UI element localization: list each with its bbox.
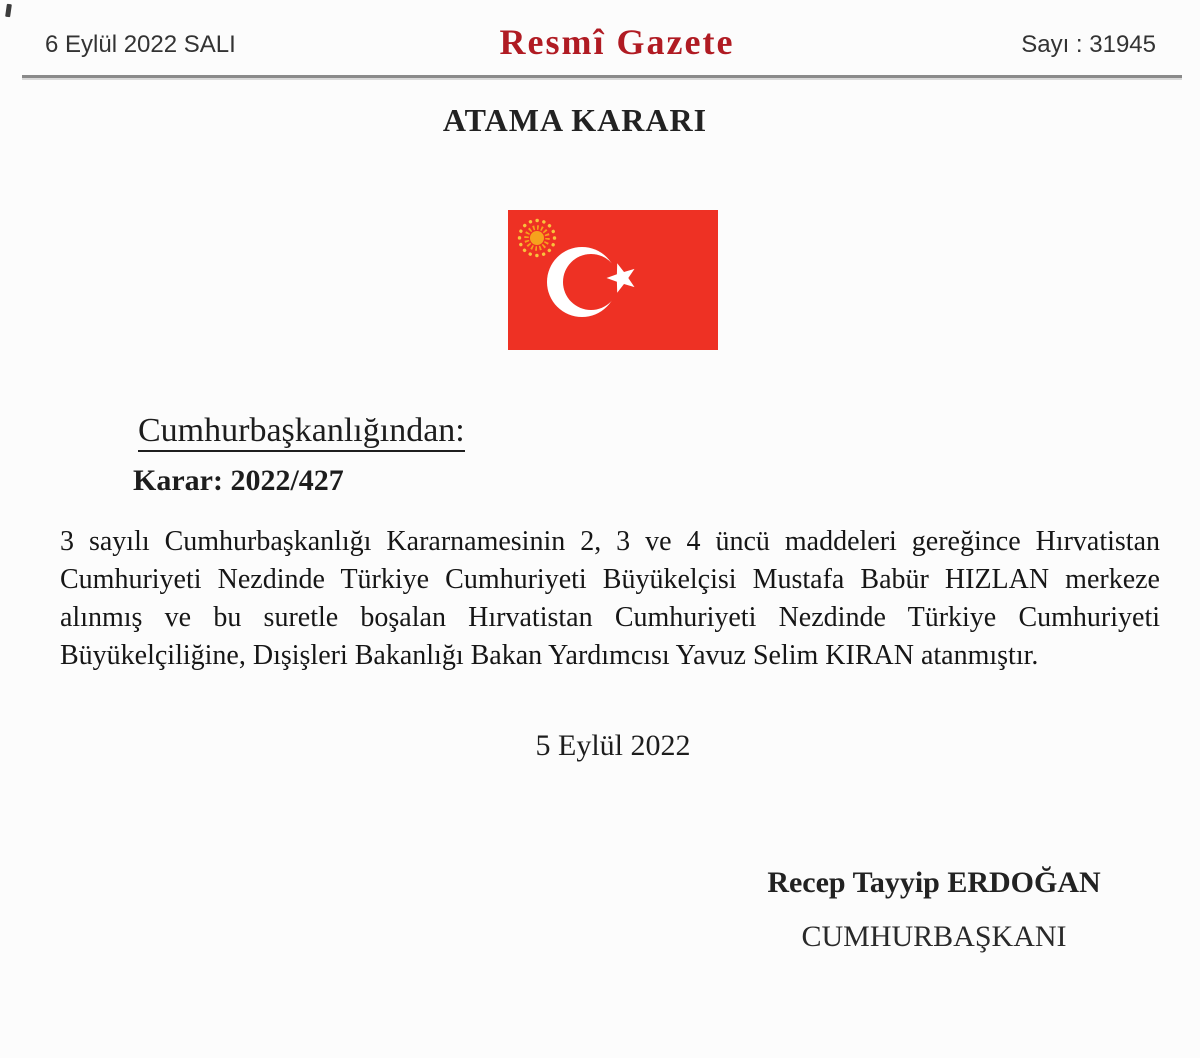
body-line: Büyükelçiliğine, Dışişleri Bakanlığı Bakan Yardımcısı Yavuz Selim KIRAN atanmıştır. xyxy=(60,640,1039,671)
scan-artifact xyxy=(5,4,12,18)
header-date: 6 Eylül 2022 SALI xyxy=(45,31,236,58)
issuing-authority-label: Cumhurbaşkanlığından: xyxy=(138,412,465,452)
header-rule xyxy=(22,75,1182,78)
body-line: alınmış ve bu suretle boşalan Hırvatistan Cumhuriyeti Nezdinde Türkiye Cumhuriyeti xyxy=(60,602,1160,633)
sun-core xyxy=(530,231,544,245)
issuing-authority xyxy=(138,412,465,450)
decision-date: 5 Eylül 2022 xyxy=(535,729,691,762)
body-line: Cumhuriyeti Nezdinde Türkiye Cumhuriyeti Büyükelçisi Mustafa Babür HIZLAN merkeze xyxy=(60,564,1160,595)
turkish-presidential-flag-icon xyxy=(508,210,718,350)
body-line: 3 sayılı Cumhurbaşkanlığı Kararnamesinin 2, 3 ve 4 üncü maddeleri gereğince Hırvatistan xyxy=(60,526,1160,557)
signature-name: Recep Tayyip ERDOĞAN xyxy=(767,866,1101,899)
gazette-masthead: Resmî Gazete xyxy=(499,22,735,62)
decision-body xyxy=(60,523,1160,675)
issue-number: Sayı : 31945 xyxy=(1021,31,1156,58)
crescent-inner-cut xyxy=(563,254,619,310)
decision-number: Karar: 2022/427 xyxy=(133,464,344,497)
signature-title: CUMHURBAŞKANI xyxy=(801,920,1067,953)
document-title: ATAMA KARARI xyxy=(442,102,708,138)
